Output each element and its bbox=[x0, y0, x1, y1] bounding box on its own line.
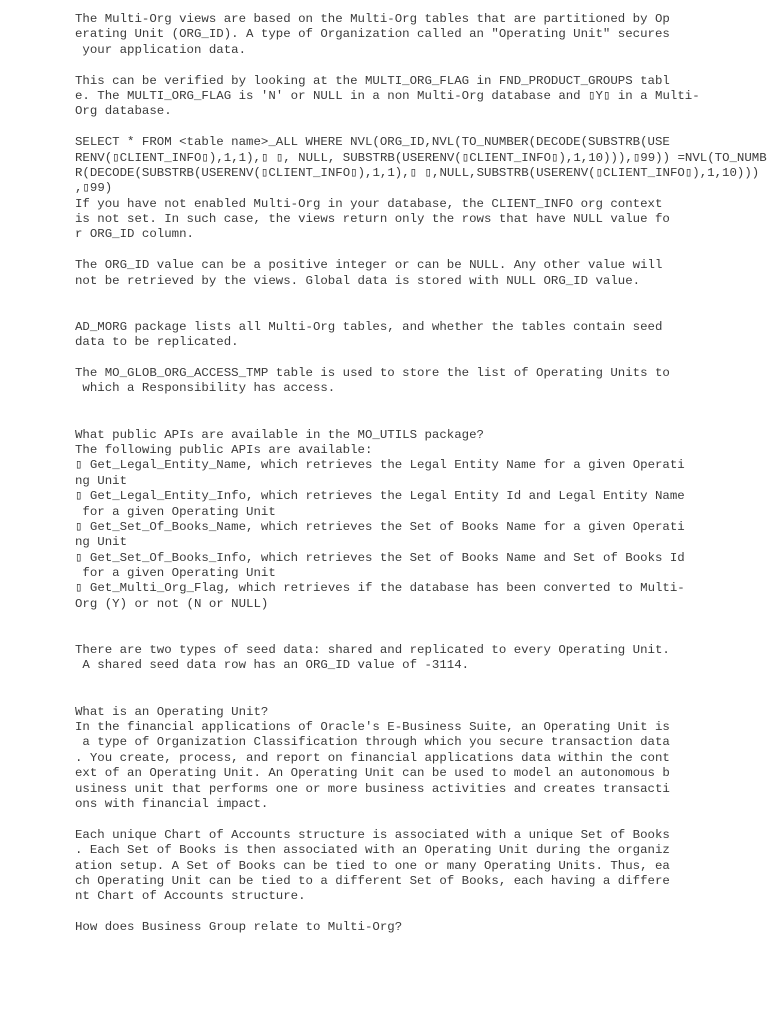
text-line: The following public APIs are available: bbox=[75, 442, 373, 457]
paragraph-spacer bbox=[75, 612, 768, 643]
text-line: The ORG_ID value can be a positive integer or can be NULL. Any other value will bbox=[75, 258, 663, 273]
text-paragraph bbox=[75, 135, 768, 243]
paragraph-spacer bbox=[75, 289, 768, 320]
text-paragraph bbox=[75, 320, 768, 351]
text-paragraph bbox=[75, 258, 768, 289]
text-line: The Multi-Org views are based on the Multi-Org tables that are partitioned by Op bbox=[75, 12, 670, 26]
text-line: ▯ Get_Legal_Entity_Name, which retrieves the Legal Entity Name for a given Operati bbox=[75, 458, 685, 473]
text-line: ng Unit bbox=[75, 535, 128, 550]
text-line: erating Unit (ORG_ID). A type of Organization called an "Operating Unit" secures bbox=[75, 27, 670, 42]
text-line: which a Responsibility has access. bbox=[75, 381, 336, 396]
text-paragraph bbox=[75, 705, 768, 813]
text-line: ext of an Operating Unit. An Operating Unit can be used to model an autonomous b bbox=[75, 766, 670, 781]
text-line: for a given Operating Unit bbox=[75, 566, 276, 581]
text-line: ch Operating Unit can be tied to a different Set of Books, each having a differe bbox=[75, 873, 670, 888]
text-line: e. The MULTI_ORG_FLAG is 'N' or NULL in a non Multi-Org database and ▯Y▯ in a Multi- bbox=[75, 88, 700, 103]
text-paragraph bbox=[75, 643, 768, 674]
paragraph-spacer bbox=[75, 351, 768, 366]
paragraph-spacer bbox=[75, 812, 768, 827]
text-line: What is an Operating Unit? bbox=[75, 704, 269, 719]
text-line: In the financial applications of Oracle's E-Business Suite, an Operating Unit is bbox=[75, 720, 670, 735]
document-body bbox=[75, 12, 768, 936]
text-line: If you have not enabled Multi-Org in your database, the CLIENT_INFO org context bbox=[75, 196, 663, 211]
text-line: The MO_GLOB_ORG_ACCESS_TMP table is used to store the list of Operating Units to bbox=[75, 366, 670, 380]
text-line: ▯ Get_Multi_Org_Flag, which retrieves if the database has been converted to Multi- bbox=[75, 581, 685, 596]
text-line: ▯ Get_Legal_Entity_Info, which retrieves the Legal Entity Id and Legal Entity Name bbox=[75, 489, 685, 504]
text-line: usiness unit that performs one or more business activities and creates transacti bbox=[75, 781, 670, 796]
text-paragraph bbox=[75, 74, 768, 120]
text-line: There are two types of seed data: shared and replicated to every Operating Unit. bbox=[75, 643, 670, 658]
text-line: your application data. bbox=[75, 42, 247, 57]
text-line: is not set. In such case, the views return only the rows that have NULL value fo bbox=[75, 212, 670, 227]
text-line: AD_MORG package lists all Multi-Org tables, and whether the tables contain seed bbox=[75, 319, 663, 334]
text-line: ▯ Get_Set_Of_Books_Name, which retrieves the Set of Books Name for a given Operati bbox=[75, 519, 685, 534]
text-line: A shared seed data row has an ORG_ID value of -3114. bbox=[75, 658, 470, 673]
paragraph-spacer bbox=[75, 397, 768, 428]
text-paragraph bbox=[75, 428, 768, 613]
text-line: SELECT * FROM <table name>_ALL WHERE NVL(ORG_ID,NVL(TO_NUMBER(DECODE(SUBSTRB(USE bbox=[75, 135, 670, 150]
paragraph-spacer bbox=[75, 243, 768, 258]
text-line: How does Business Group relate to Multi-Org? bbox=[75, 920, 403, 935]
paragraph-spacer bbox=[75, 674, 768, 705]
paragraph-spacer bbox=[75, 905, 768, 920]
text-line: ation setup. A Set of Books can be tied to one or many Operating Units. Thus, ea bbox=[75, 858, 670, 873]
text-line: What public APIs are available in the MO_UTILS package? bbox=[75, 427, 484, 442]
text-paragraph bbox=[75, 366, 768, 397]
text-line: Org database. bbox=[75, 104, 172, 119]
text-line: R(DECODE(SUBSTRB(USERENV(▯CLIENT_INFO▯),1,1),▯ ▯,NULL,SUBSTRB(USERENV(▯CLIENT_INFO▯),1,10))) bbox=[75, 165, 760, 180]
text-line: ▯ Get_Set_Of_Books_Info, which retrieves the Set of Books Name and Set of Books Id bbox=[75, 550, 685, 565]
text-line: This can be verified by looking at the MULTI_ORG_FLAG in FND_PRODUCT_GROUPS tabl bbox=[75, 73, 670, 88]
text-line: ons with financial impact. bbox=[75, 796, 269, 811]
text-line: r ORG_ID column. bbox=[75, 227, 194, 242]
text-line: data to be replicated. bbox=[75, 335, 239, 350]
text-line: Each unique Chart of Accounts structure is associated with a unique Set of Books bbox=[75, 827, 670, 842]
text-line: ng Unit bbox=[75, 473, 128, 488]
text-line: ,▯99) bbox=[75, 181, 113, 196]
text-line: not be retrieved by the views. Global data is stored with NULL ORG_ID value. bbox=[75, 273, 641, 288]
text-line: for a given Operating Unit bbox=[75, 504, 276, 519]
text-line: . Each Set of Books is then associated with an Operating Unit during the organiz bbox=[75, 843, 670, 858]
text-line: a type of Organization Classification through which you secure transaction data bbox=[75, 735, 670, 750]
paragraph-spacer bbox=[75, 120, 768, 135]
text-paragraph bbox=[75, 828, 768, 905]
text-paragraph bbox=[75, 12, 768, 58]
text-line: nt Chart of Accounts structure. bbox=[75, 889, 306, 904]
text-line: RENV(▯CLIENT_INFO▯),1,1),▯ ▯, NULL, SUBSTRB(USERENV(▯CLIENT_INFO▯),1,10))),▯99)) =NVL(TO_NUMB bbox=[75, 150, 767, 165]
text-line: Org (Y) or not (N or NULL) bbox=[75, 596, 269, 611]
text-line: . You create, process, and report on financial applications data within the cont bbox=[75, 750, 670, 765]
paragraph-spacer bbox=[75, 58, 768, 73]
text-paragraph bbox=[75, 920, 768, 935]
